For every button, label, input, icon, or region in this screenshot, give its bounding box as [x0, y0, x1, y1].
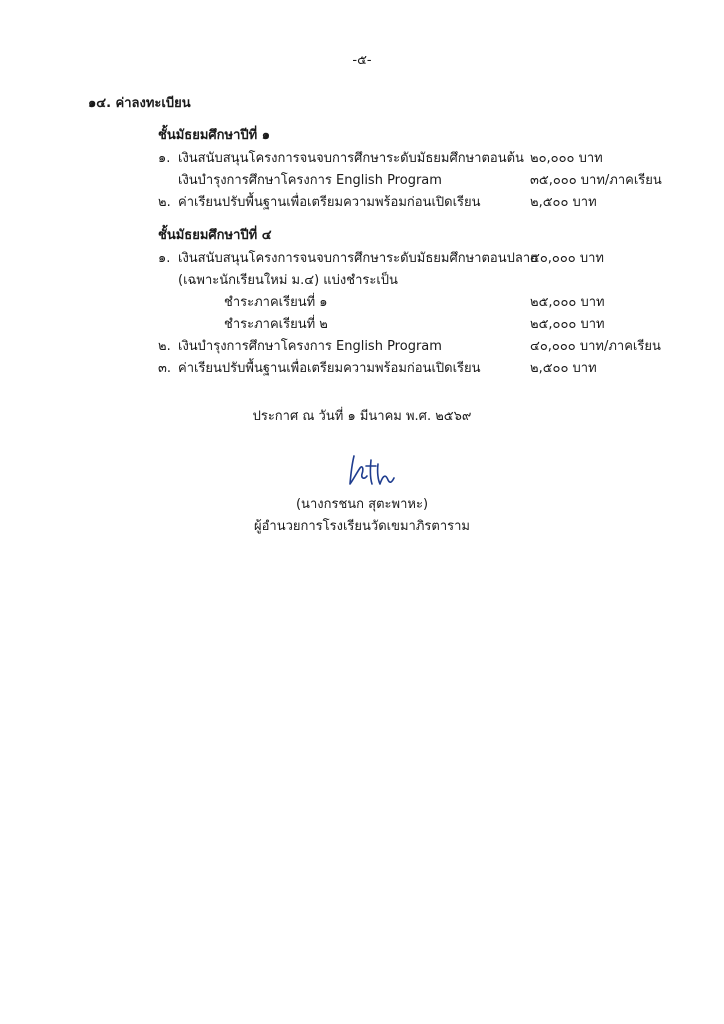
grade4-item-3-label: ค่าเรียนปรับพื้นฐานเพื่อเตรียมความพร้อมก่อนเปิดเรียน: [178, 361, 481, 376]
grade4-item-1-number: ๑.: [158, 251, 171, 266]
grade1-item-1-number: ๑.: [158, 151, 171, 166]
announcement-date: ประกาศ ณ วันที่ ๑ มีนาคม พ.ศ. ๒๕๖๙: [252, 409, 472, 424]
grade1-item-1-amount: ๒๐,๐๐๐ บาท: [530, 151, 603, 166]
grade4-item-3-amount: ๒,๕๐๐ บาท: [530, 361, 597, 376]
signatory-position: ผู้อำนวยการโรงเรียนวัดเขมาภิรตาราม: [253, 519, 470, 534]
grade4-item-1-note: (เฉพาะนักเรียนใหม่ ม.๔) แบ่งชำระเป็น: [178, 273, 398, 288]
section-title: ๑๔. ค่าลงทะเบียน: [88, 96, 191, 111]
grade4-item-2-number: ๒.: [158, 339, 171, 354]
grade4-item-1-amount: ๕๐,๐๐๐ บาท: [530, 251, 604, 266]
signatory-name: (นางกรชนก สุตะพาหะ): [295, 497, 429, 512]
grade4-installment-1-label: ชำระภาคเรียนที่ ๑: [224, 295, 328, 310]
signature-image: [340, 450, 400, 490]
grade1-item-1b-label: เงินบำรุงการศึกษาโครงการ English Program: [178, 173, 442, 188]
grade4-installment-2-amount: ๒๕,๐๐๐ บาท: [530, 317, 605, 332]
grade1-item-2-number: ๒.: [158, 195, 171, 210]
grade4-item-3-number: ๓.: [158, 361, 172, 376]
grade1-item-2-amount: ๒,๕๐๐ บาท: [530, 195, 597, 210]
grade4-installment-2-label: ชำระภาคเรียนที่ ๒: [224, 317, 328, 332]
grade1-item-2-label: ค่าเรียนปรับพื้นฐานเพื่อเตรียมความพร้อมก่อนเปิดเรียน: [178, 195, 481, 210]
grade1-item-1-label: เงินสนับสนุนโครงการจนจบการศึกษาระดับมัธยมศึกษาตอนต้น: [178, 151, 524, 166]
grade1-heading: ชั้นมัธยมศึกษาปีที่ ๑: [158, 128, 270, 143]
grade1-item-1b-amount: ๓๕,๐๐๐ บาท/ภาคเรียน: [530, 173, 662, 188]
grade4-item-2-amount: ๔๐,๐๐๐ บาท/ภาคเรียน: [530, 339, 661, 354]
grade4-item-2-label: เงินบำรุงการศึกษาโครงการ English Program: [178, 339, 442, 354]
grade4-installment-1-amount: ๒๕,๐๐๐ บาท: [530, 295, 605, 310]
page-number: -๕-: [352, 53, 372, 68]
grade4-heading: ชั้นมัธยมศึกษาปีที่ ๔: [158, 228, 272, 243]
grade4-item-1-label: เงินสนับสนุนโครงการจนจบการศึกษาระดับมัธยมศึกษาตอนปลาย: [178, 251, 538, 266]
